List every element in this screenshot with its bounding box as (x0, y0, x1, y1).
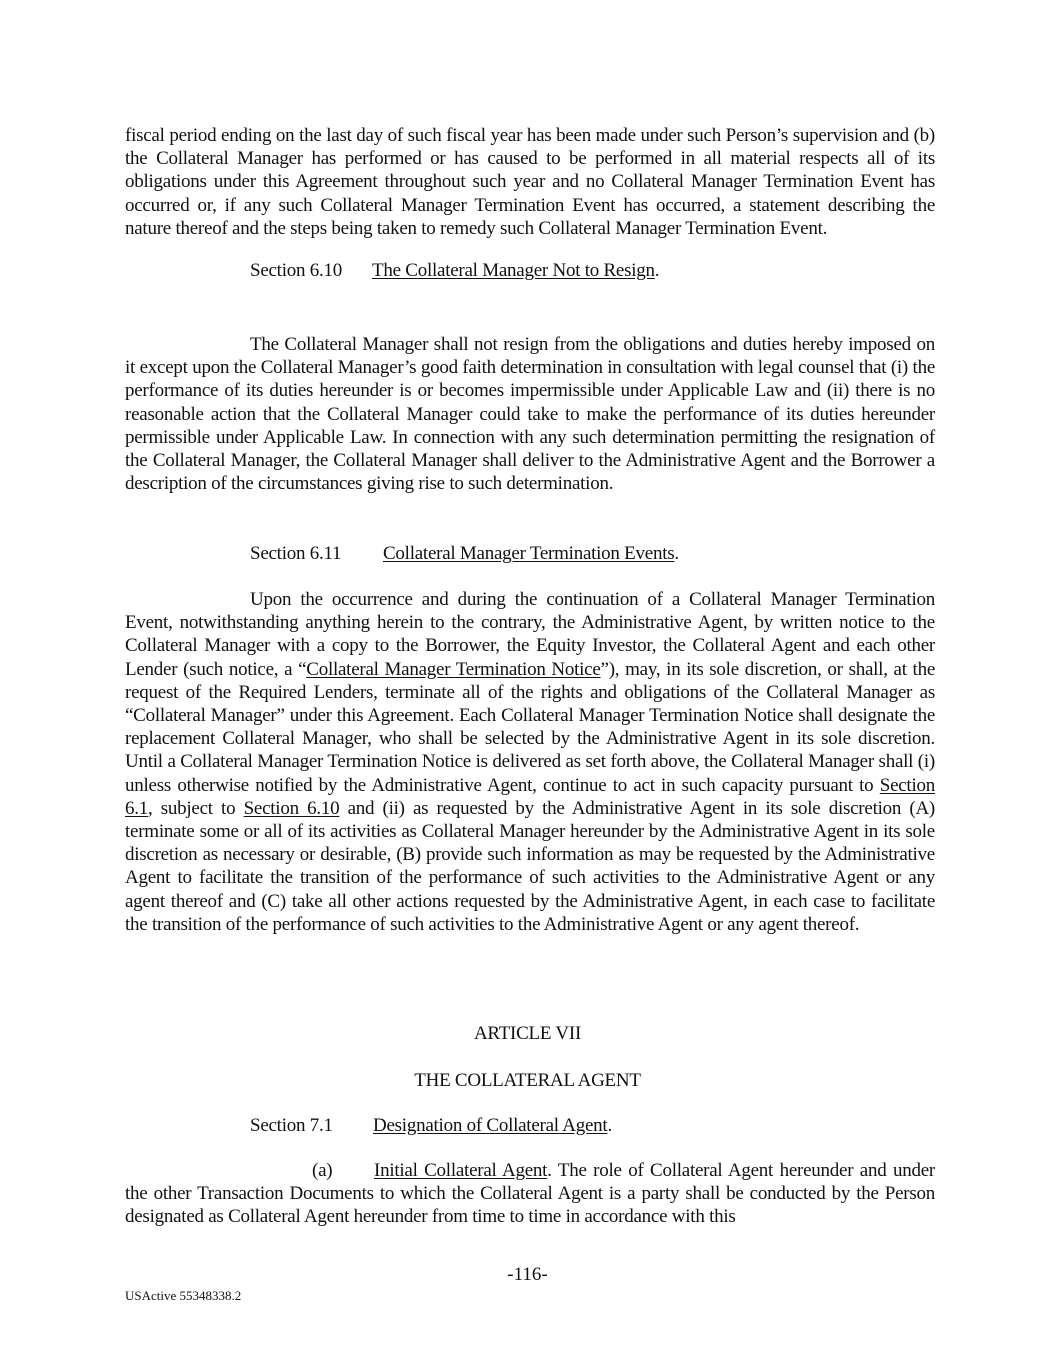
section-6-10-heading: Section 6.10 The Collateral Manager Not to Resign. (250, 260, 660, 281)
paragraph-7-1-a: (a) Initial Collateral Agent. The role of Collateral Agent hereunder and under the other Transaction Documents to which the Collateral Agent is a party shall be conducted by the Person designated as Collateral Agent hereunder from time to time in accordance with this (125, 1160, 935, 1228)
cross-reference: Section 6.10 (243, 797, 340, 819)
section-7-1-heading: Section 7.1 Designation of Collateral Agent. (250, 1115, 612, 1136)
article-title: THE COLLATERAL AGENT (414, 1070, 641, 1091)
subsection-label: (a) (312, 1160, 333, 1181)
paragraph-6-10 (125, 333, 935, 495)
section-number: Section 7.1 (250, 1115, 333, 1136)
paragraph-6-9-continuation (125, 124, 935, 240)
subsection-title: Initial Collateral Agent (374, 1160, 548, 1181)
text-segment: The role of Collateral Agent hereunder and under the other Transaction Documents to which the Collateral Agent is a party shall be conducted by the Person designated as Collateral Agent hereunder from time to time in accordance with this (125, 1160, 935, 1228)
text-segment: and (ii) as requested by the Administrative Agent in its sole discretion (A) terminate some or all of its activities as Collateral Manager hereunder by the Administrative Agent in its sole discretion as necessary or desirable, (B) provide such information as may be requested by the Administrative Agent to facilitate the transition of the performance of such activities to the Administrative Agent or any agent thereof and (C) take all other actions requested by the Administrative Agent, in each case to facilitate the transition of the performance of such activities to the Administrative Agent or any agent thereof. (125, 797, 935, 935)
section-title: Collateral Manager Termination Events (383, 543, 675, 564)
text-segment: , subject to (148, 797, 244, 819)
page-number: -116- (507, 1264, 548, 1285)
section-title: The Collateral Manager Not to Resign (372, 260, 655, 281)
section-number: Section 6.11 (250, 543, 342, 564)
document-id: USActive 55348338.2 (125, 1288, 242, 1303)
cross-reference: Section 6.1 (125, 774, 935, 819)
text-segment: ”), may, in its sole discretion, or shall, at the request of the Required Lenders, terminate all of the rights and obligations of the Collateral Manager as “Collateral Manager” under this Agreement. Each Collateral Manager Termination Notice shall designate the replacement Collateral Manager, who shall be selected by the Administrative Agent in its sole discretion. Until a Collateral Manager Termination Notice is delivered as set forth above, the Collateral Manager shall (i) unless otherwise notified by the Administrative Agent, continue to act in such capacity pursuant to (125, 658, 936, 796)
article-number: ARTICLE VII (473, 1023, 582, 1044)
text-segment: The Collateral Manager shall not resign from the obligations and duties hereby imposed on it except upon the Collateral Manager’s good faith determination in consultation with legal counsel that (i) the performance of its duties hereunder is or becomes impermissible under Applicable Law and (ii) there is no reasonable action that the Collateral Manager could take to make the performance of its duties hereunder permissible under Applicable Law. In connection with any such determination permitting the resignation of the Collateral Manager, the Collateral Manager shall deliver to the Administrative Agent and the Borrower a description of the circumstances giving rise to such determination. (125, 334, 935, 495)
section-number: Section 6.10 (250, 260, 342, 281)
text-segment: Upon the occurrence and during the continuation of a Collateral Manager Termination Event, notwithstanding anything herein to the contrary, the Administrative Agent, by written notice to the Collateral Manager with a copy to the Borrower, the Equity Investor, the Collateral Agent and each other Lender (such notice, a “ (125, 589, 935, 680)
paragraph-6-11 (125, 588, 935, 936)
section-6-11-heading: Section 6.11 Collateral Manager Termination Events. (250, 543, 679, 564)
cross-reference: Collateral Manager Termination Notice (306, 658, 601, 680)
section-title: Designation of Collateral Agent (373, 1115, 608, 1136)
text-segment: fiscal period ending on the last day of such fiscal year has been made under such Person’s supervision and (b) the Collateral Manager has performed or has caused to be performed in all material respects all of its obligations under this Agreement throughout such year and no Collateral Manager Termination Event has occurred or, if any such Collateral Manager Termination Event has occurred, a statement describing the nature thereof and the steps being taken to remedy such Collateral Manager Termination Event. (125, 125, 935, 239)
